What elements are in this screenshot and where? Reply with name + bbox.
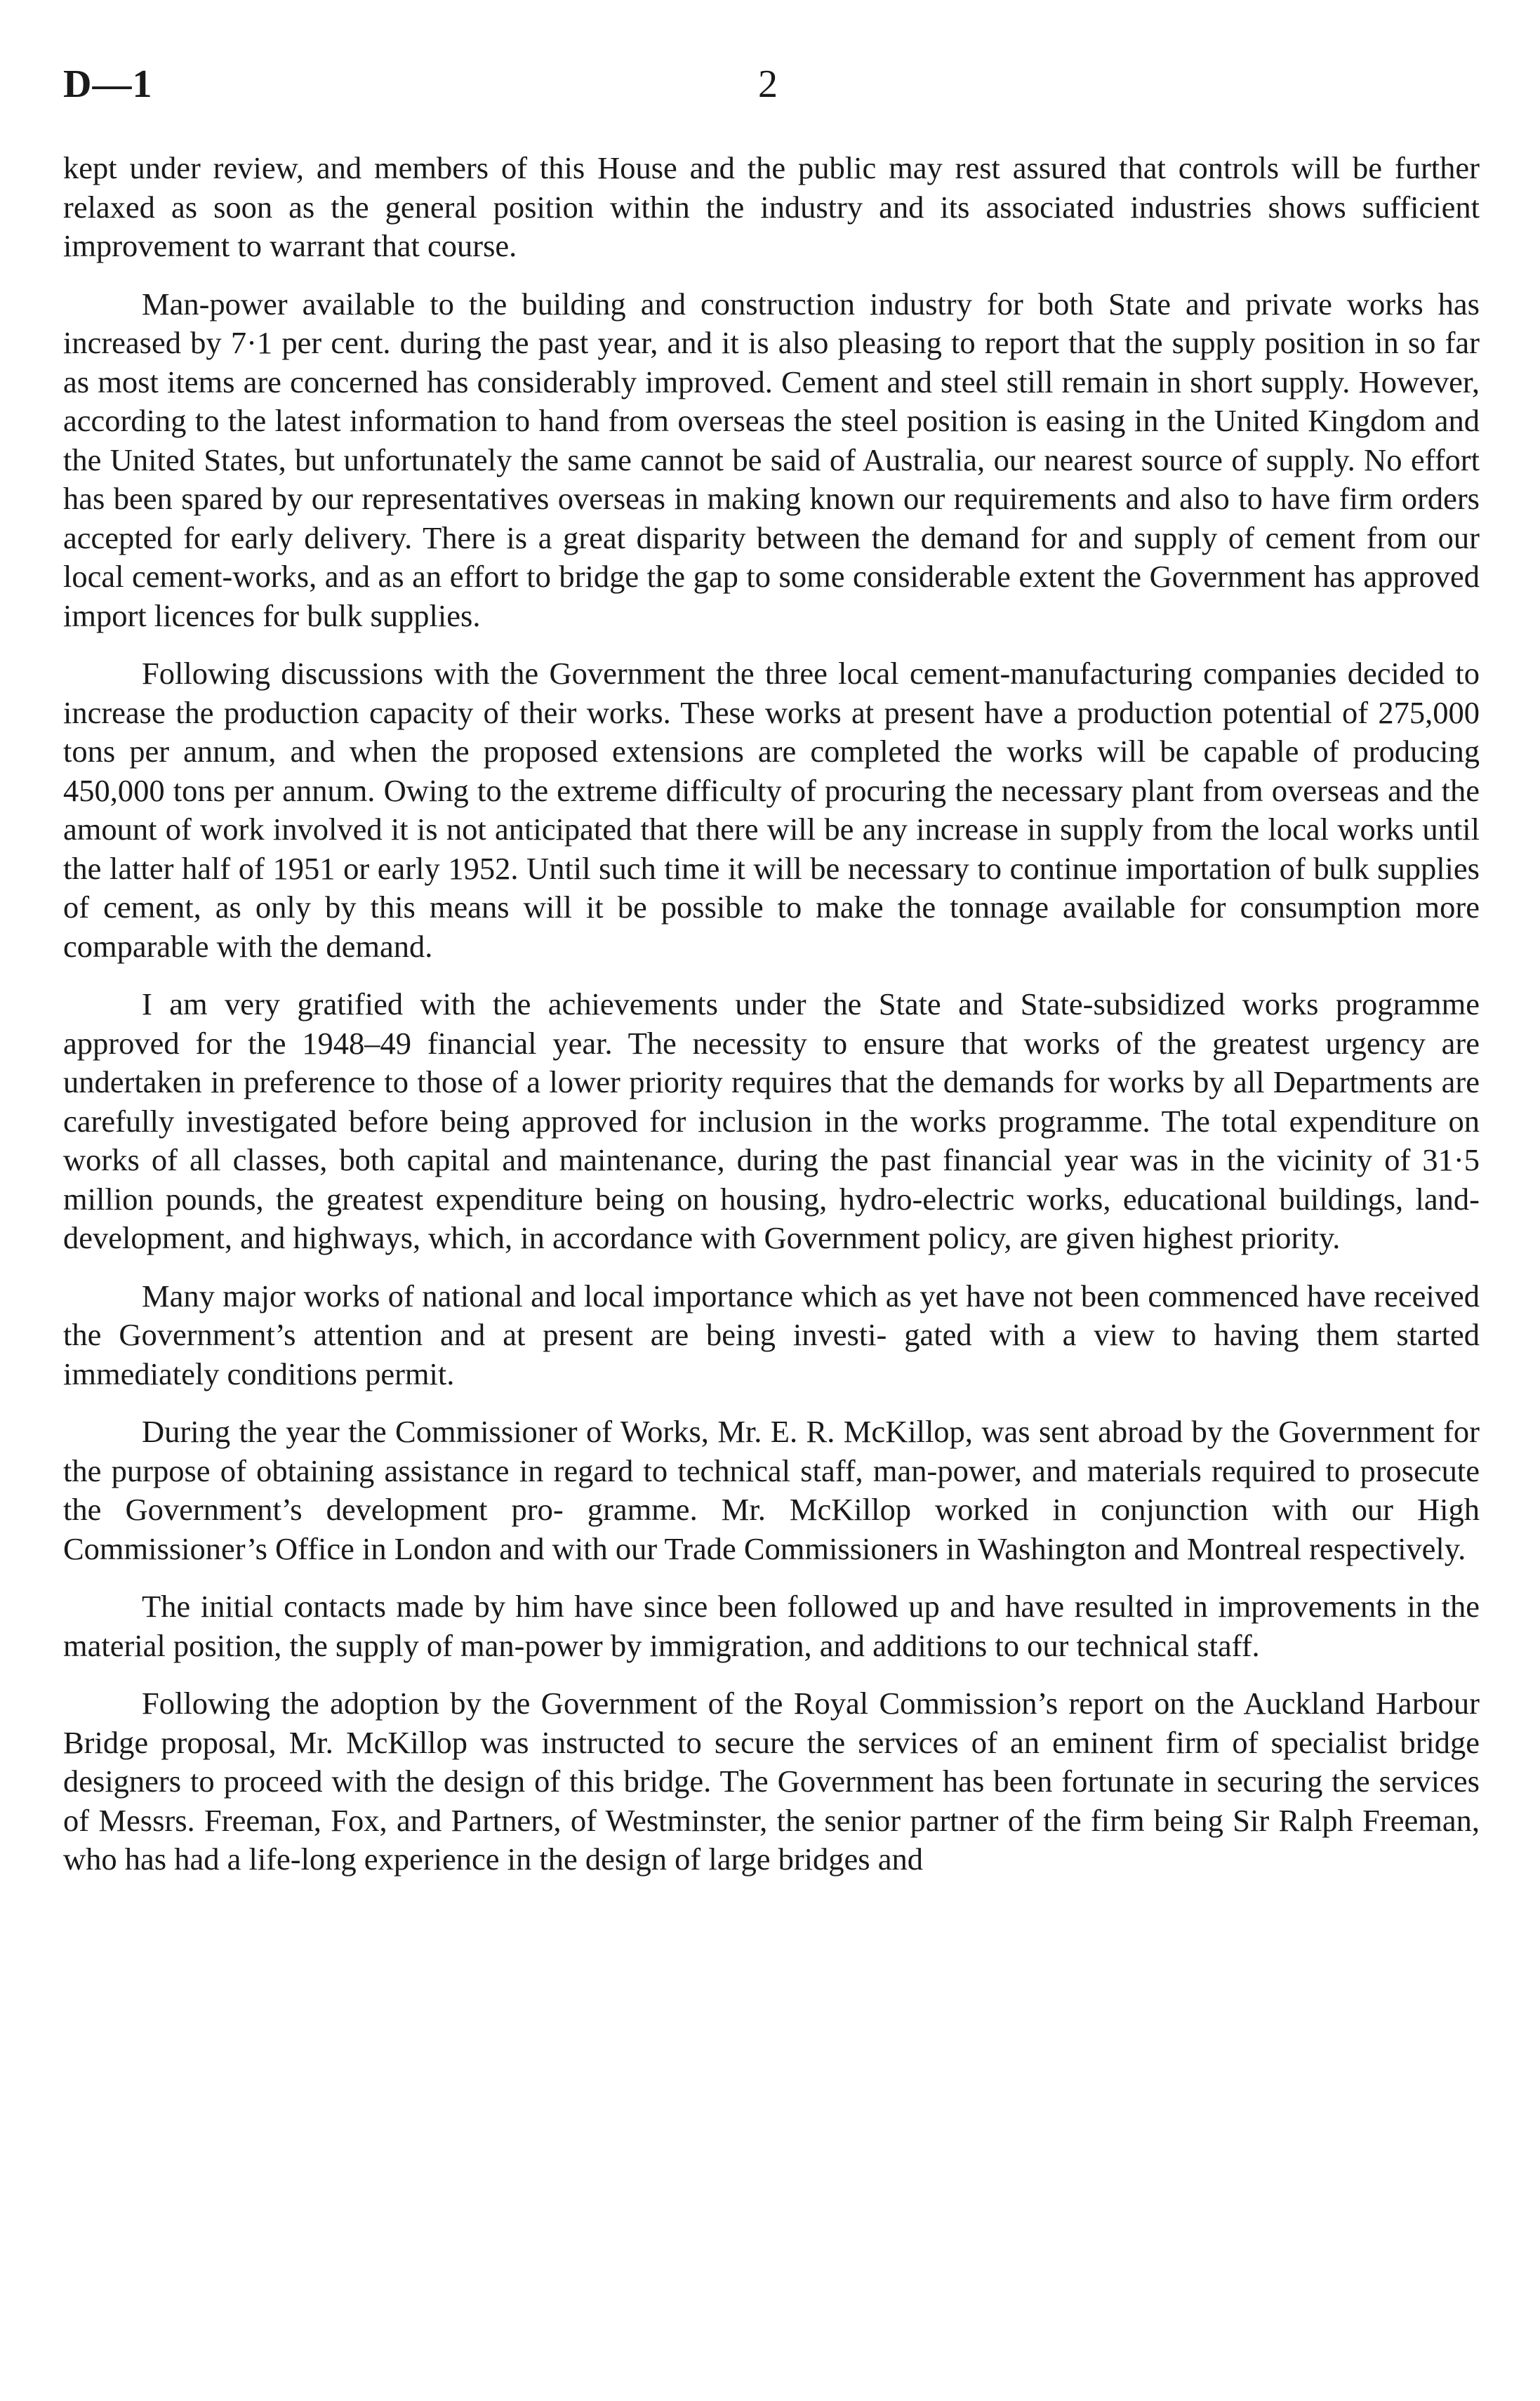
paragraph: Following the adoption by the Government of the Royal Commission’s report on the Auckland Harbour Bridge proposal, Mr. McKillop was instructed to secure the services of an eminent firm of specialist bridge designers to proceed with the design of this bridge. The Government has been fortunate in securing the services of Messrs. Freeman, Fox, and Partners, of Westminster, the senior partner of the firm being Sir Ralph Freeman, who has had a life-long experience in the design of large bridges and: [63, 1686, 1480, 1877]
paragraph: The initial contacts made by him have since been followed up and have resulted in improvements in the material position, the supply of man-power by immigration, and additions to our technical staff.: [63, 1589, 1480, 1663]
page-number: 2: [758, 62, 778, 106]
paragraph: Many major works of national and local importance which as yet have not been commenced have received the Government’s attention and at present are being investi- gated with a view to having them started immediately conditions permit.: [63, 1278, 1480, 1391]
paragraph: kept under review, and members of this House and the public may rest assured that controls will be further relaxed as soon as the general position within the industry and its associated industries shows sufficient improvement to warrant that course.: [63, 150, 1480, 263]
page-header: [63, 62, 1474, 118]
paragraph: Following discussions with the Government the three local cement-manufacturing companies decided to increase the production capacity of their works. These works at present have a production potential of 275,000 tons per annum, and when the proposed extensions are completed the works will be capable of producing 450,000 tons per annum. Owing to the extreme difficulty of procuring the necessary plant from overseas and the amount of work involved it is not anticipated that there will be any increase in supply from the local works until the latter half of 1951 or early 1952. Until such time it will be necessary to continue importation of bulk supplies of cement, as only by this means will it be possible to make the tonnage available for consumption more comparable with the demand.: [63, 656, 1480, 964]
paragraph: Man-power available to the building and construction industry for both State and private works has increased by 7·1 per cent. during the past year, and it is also pleasing to report that the supply position in so far as most items are concerned has considerably improved. Cement and steel still remain in short supply. However, according to the latest information to hand from overseas the steel position is easing in the United Kingdom and the United States, but unfortunately the same cannot be said of Australia, our nearest source of supply. No effort has been spared by our representatives overseas in making known our requirements and also to have firm orders accepted for early delivery. There is a great disparity between the demand for and supply of cement from our local cement-works, and as an effort to bridge the gap to some considerable extent the Government has approved import licences for bulk supplies.: [63, 286, 1480, 633]
paragraph: I am very gratified with the achievements under the State and State-subsidized works programme approved for the 1948–49 financial year. The necessity to ensure that works of the greatest urgency are undertaken in preference to those of a lower priority requires that the demands for works by all Departments are carefully investigated before being approved for inclusion in the works programme. The total expenditure on works of all classes, both capital and maintenance, during the past financial year was in the vicinity of 31·5 million pounds, the greatest expenditure being on housing, hydro-electric works, educational buildings, land-development, and highways, which, in accordance with Government policy, are given highest priority.: [63, 986, 1480, 1255]
document-reference: D—1: [63, 62, 153, 106]
paragraph: During the year the Commissioner of Works, Mr. E. R. McKillop, was sent abroad by the Government for the purpose of obtaining assistance in regard to technical staff, man-power, and materials required to prosecute the Government’s development pro- gramme. Mr. McKillop worked in conjunction with our High Commissioner’s Office in London and with our Trade Commissioners in Washington and Montreal respectively.: [63, 1414, 1480, 1566]
body-text: [63, 149, 1480, 1898]
